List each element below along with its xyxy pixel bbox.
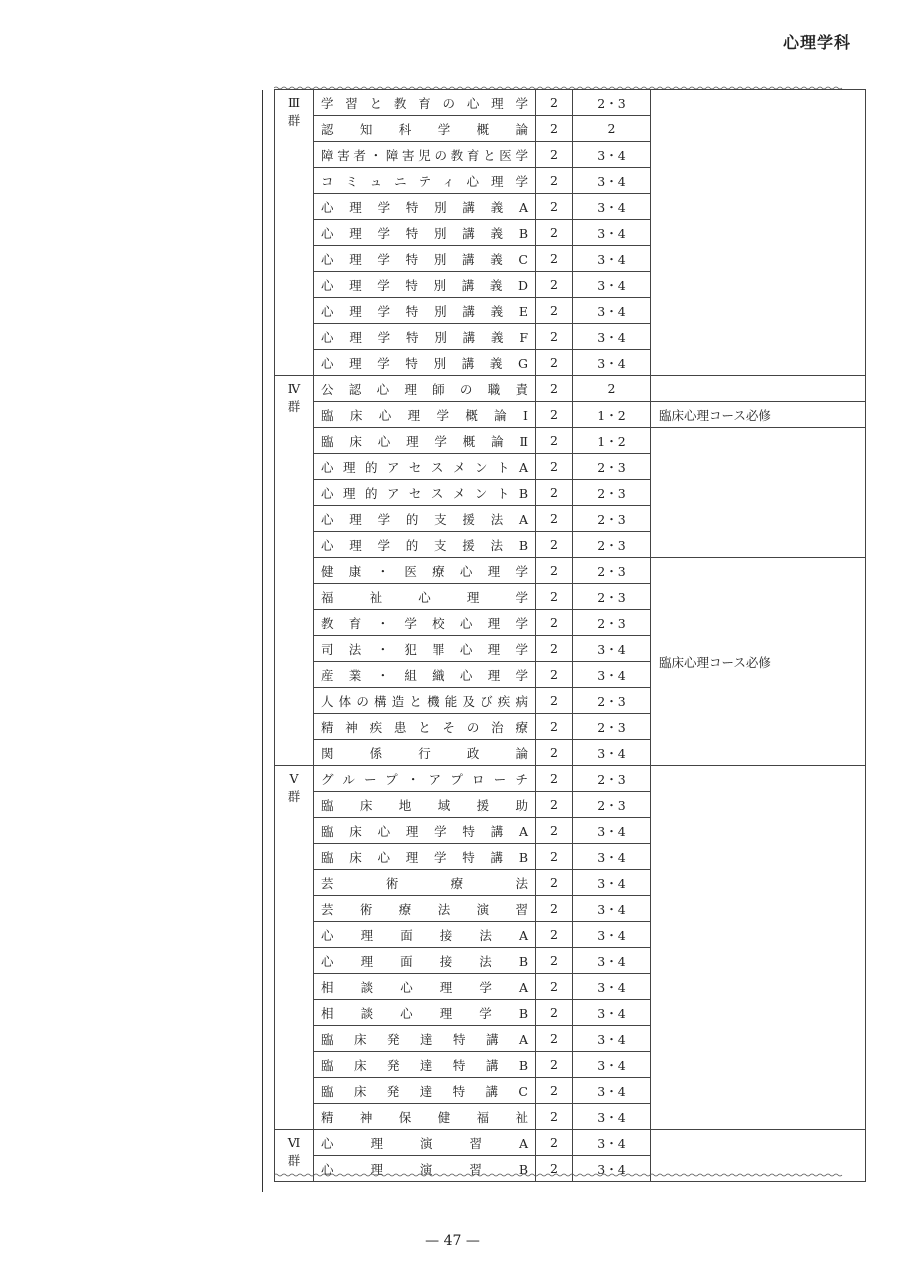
course-year: 3・4 xyxy=(573,1052,651,1078)
course-name xyxy=(314,350,536,376)
course-row xyxy=(275,428,866,454)
course-name xyxy=(314,272,536,298)
course-year: 2 xyxy=(573,376,651,402)
course-name xyxy=(314,714,536,740)
group-label-text: Ⅲ 群 xyxy=(287,95,301,128)
course-row xyxy=(275,1130,866,1156)
course-credits: 2 xyxy=(536,688,573,714)
table-break-bottom xyxy=(274,1173,844,1177)
course-name-text: 心理面接法B xyxy=(321,953,528,969)
course-name-text: 心理的アセスメントA xyxy=(321,459,528,475)
course-credits: 2 xyxy=(536,1052,573,1078)
course-name-text: 芸術療法演習 xyxy=(321,901,528,917)
course-name-text: 相談心理学A xyxy=(321,979,528,995)
course-name-text: 臨床発達特講B xyxy=(321,1057,528,1073)
course-name xyxy=(314,194,536,220)
course-year: 2・3 xyxy=(573,506,651,532)
course-name-text: 心理演習A xyxy=(321,1135,528,1151)
course-credits: 2 xyxy=(536,870,573,896)
course-name-text: 公認心理師の職責 xyxy=(321,381,528,397)
course-name xyxy=(314,688,536,714)
course-credits: 2 xyxy=(536,818,573,844)
course-credits: 2 xyxy=(536,766,573,792)
course-year: 3・4 xyxy=(573,948,651,974)
course-year: 3・4 xyxy=(573,350,651,376)
course-name-text: 学習と教育の心理学 xyxy=(321,95,528,111)
course-credits: 2 xyxy=(536,506,573,532)
course-table xyxy=(274,89,866,1182)
course-row xyxy=(275,402,866,428)
course-row xyxy=(275,90,866,116)
course-credits: 2 xyxy=(536,194,573,220)
course-year: 3・4 xyxy=(573,246,651,272)
course-name xyxy=(314,1000,536,1026)
group-label-text: Ⅴ 群 xyxy=(287,771,301,804)
course-name xyxy=(314,324,536,350)
course-year: 3・4 xyxy=(573,194,651,220)
course-name xyxy=(314,1156,536,1182)
course-name-text: 司法・犯罪心理学 xyxy=(321,641,528,657)
course-name-text: 福祉心理学 xyxy=(321,589,528,605)
course-credits: 2 xyxy=(536,714,573,740)
course-name xyxy=(314,844,536,870)
group-label-text: Ⅳ 群 xyxy=(287,381,301,414)
course-name-text: 認知科学概論 xyxy=(321,121,528,137)
course-row xyxy=(275,766,866,792)
course-year: 2・3 xyxy=(573,454,651,480)
course-year: 2・3 xyxy=(573,90,651,116)
course-name-text: 心理学的支援法A xyxy=(321,511,528,527)
course-year: 3・4 xyxy=(573,1130,651,1156)
course-name-text: 臨床地域援助 xyxy=(321,797,528,813)
course-year: 2・3 xyxy=(573,584,651,610)
course-name-text: コミュニティ心理学 xyxy=(321,173,528,189)
course-note xyxy=(651,766,866,1130)
course-year: 3・4 xyxy=(573,636,651,662)
course-year: 3・4 xyxy=(573,1104,651,1130)
course-name-text: 心理的アセスメントB xyxy=(321,485,528,501)
course-year: 3・4 xyxy=(573,844,651,870)
course-credits: 2 xyxy=(536,740,573,766)
course-credits: 2 xyxy=(536,558,573,584)
course-year: 3・4 xyxy=(573,1000,651,1026)
course-name-text: グループ・アプローチ xyxy=(321,771,528,787)
course-year: 2・3 xyxy=(573,792,651,818)
course-credits: 2 xyxy=(536,896,573,922)
course-name xyxy=(314,974,536,1000)
course-name-text: 心理学特別講義A xyxy=(321,199,528,215)
course-name xyxy=(314,402,536,428)
course-credits: 2 xyxy=(536,948,573,974)
course-name-text: 障害者・障害児の教育と医学 xyxy=(321,147,528,163)
course-name-text: 教育・学校心理学 xyxy=(321,615,528,631)
course-note: 臨床心理コース必修 xyxy=(651,402,866,428)
course-name xyxy=(314,116,536,142)
course-year: 3・4 xyxy=(573,272,651,298)
course-name-text: 精神保健福祉 xyxy=(321,1109,528,1125)
course-note: 臨床心理コース必修 xyxy=(651,558,866,766)
course-year: 3・4 xyxy=(573,168,651,194)
course-year: 3・4 xyxy=(573,818,651,844)
course-year: 2・3 xyxy=(573,610,651,636)
course-name xyxy=(314,142,536,168)
course-credits: 2 xyxy=(536,844,573,870)
course-year: 3・4 xyxy=(573,1078,651,1104)
course-name xyxy=(314,766,536,792)
course-name xyxy=(314,1052,536,1078)
course-name xyxy=(314,454,536,480)
course-name xyxy=(314,740,536,766)
course-name xyxy=(314,298,536,324)
group-label xyxy=(275,90,314,376)
course-credits: 2 xyxy=(536,376,573,402)
course-name xyxy=(314,636,536,662)
course-name xyxy=(314,792,536,818)
course-credits: 2 xyxy=(536,1156,573,1182)
course-name xyxy=(314,246,536,272)
course-credits: 2 xyxy=(536,220,573,246)
course-year: 3・4 xyxy=(573,142,651,168)
course-year: 3・4 xyxy=(573,870,651,896)
course-name xyxy=(314,584,536,610)
course-name-text: 心理学的支援法B xyxy=(321,537,528,553)
course-name-text: 臨床発達特講A xyxy=(321,1031,528,1047)
course-credits: 2 xyxy=(536,636,573,662)
course-year: 2 xyxy=(573,116,651,142)
course-year: 3・4 xyxy=(573,324,651,350)
course-name-text: 心理学特別講義C xyxy=(321,251,528,267)
course-credits: 2 xyxy=(536,662,573,688)
course-name-text: 相談心理学B xyxy=(321,1005,528,1021)
course-credits: 2 xyxy=(536,584,573,610)
course-year: 2・3 xyxy=(573,480,651,506)
course-name-text: 関係行政論 xyxy=(321,745,528,761)
course-name-text: 心理学特別講義D xyxy=(321,277,528,293)
course-year: 1・2 xyxy=(573,428,651,454)
course-credits: 2 xyxy=(536,116,573,142)
course-credits: 2 xyxy=(536,246,573,272)
course-name xyxy=(314,662,536,688)
course-year: 2・3 xyxy=(573,558,651,584)
course-name xyxy=(314,870,536,896)
course-year: 2・3 xyxy=(573,766,651,792)
course-name-text: 臨床発達特講C xyxy=(321,1083,528,1099)
course-name-text: 心理学特別講義F xyxy=(321,329,528,345)
course-name xyxy=(314,610,536,636)
course-credits: 2 xyxy=(536,480,573,506)
course-name xyxy=(314,922,536,948)
course-name xyxy=(314,948,536,974)
course-name-text: 臨床心理学概論Ⅰ xyxy=(321,407,528,423)
course-name-text: 臨床心理学概論Ⅱ xyxy=(321,433,528,449)
course-name xyxy=(314,532,536,558)
course-name xyxy=(314,168,536,194)
course-name xyxy=(314,220,536,246)
course-year: 3・4 xyxy=(573,974,651,1000)
course-name xyxy=(314,1130,536,1156)
group-label xyxy=(275,766,314,1130)
course-name-text: 心理面接法A xyxy=(321,927,528,943)
course-name xyxy=(314,1026,536,1052)
course-credits: 2 xyxy=(536,272,573,298)
course-name-text: 芸術療法 xyxy=(321,875,528,891)
course-credits: 2 xyxy=(536,1130,573,1156)
course-name-text: 人体の構造と機能及び疾病 xyxy=(321,693,528,709)
course-row xyxy=(275,558,866,584)
course-name-text: 心理学特別講義G xyxy=(321,355,528,371)
course-name-text: 産業・組織心理学 xyxy=(321,667,528,683)
course-name xyxy=(314,480,536,506)
department-title: 心理学科 xyxy=(782,33,851,52)
group-label-text: Ⅵ 群 xyxy=(287,1135,301,1168)
course-year: 2・3 xyxy=(573,688,651,714)
course-name-text: 健康・医療心理学 xyxy=(321,563,528,579)
course-name xyxy=(314,428,536,454)
course-credits: 2 xyxy=(536,428,573,454)
course-year: 2・3 xyxy=(573,532,651,558)
course-note xyxy=(651,90,866,376)
course-name xyxy=(314,818,536,844)
course-credits: 2 xyxy=(536,610,573,636)
group-label xyxy=(275,376,314,766)
course-year: 3・4 xyxy=(573,922,651,948)
course-credits: 2 xyxy=(536,402,573,428)
course-note xyxy=(651,376,866,402)
course-note xyxy=(651,428,866,558)
binding-line xyxy=(262,90,263,1192)
course-credits: 2 xyxy=(536,974,573,1000)
course-name xyxy=(314,376,536,402)
course-name xyxy=(314,896,536,922)
course-credits: 2 xyxy=(536,532,573,558)
course-credits: 2 xyxy=(536,90,573,116)
course-name xyxy=(314,506,536,532)
course-name-text: 心理演習B xyxy=(321,1161,528,1177)
page-number: — 47 — xyxy=(425,1233,480,1249)
course-year: 1・2 xyxy=(573,402,651,428)
course-name xyxy=(314,90,536,116)
course-year: 2・3 xyxy=(573,714,651,740)
course-credits: 2 xyxy=(536,1078,573,1104)
course-year: 3・4 xyxy=(573,1156,651,1182)
course-name-text: 精神疾患とその治療 xyxy=(321,719,528,735)
course-credits: 2 xyxy=(536,298,573,324)
course-row xyxy=(275,376,866,402)
course-year: 3・4 xyxy=(573,740,651,766)
course-credits: 2 xyxy=(536,1104,573,1130)
course-name xyxy=(314,1104,536,1130)
course-credits: 2 xyxy=(536,324,573,350)
course-credits: 2 xyxy=(536,792,573,818)
course-name xyxy=(314,558,536,584)
course-year: 3・4 xyxy=(573,896,651,922)
course-year: 3・4 xyxy=(573,220,651,246)
course-credits: 2 xyxy=(536,922,573,948)
course-year: 3・4 xyxy=(573,1026,651,1052)
course-name-text: 心理学特別講義E xyxy=(321,303,528,319)
course-credits: 2 xyxy=(536,454,573,480)
course-credits: 2 xyxy=(536,350,573,376)
course-name-text: 臨床心理学特講B xyxy=(321,849,528,865)
course-year: 3・4 xyxy=(573,298,651,324)
course-name-text: 心理学特別講義B xyxy=(321,225,528,241)
course-credits: 2 xyxy=(536,142,573,168)
course-credits: 2 xyxy=(536,1026,573,1052)
course-name-text: 臨床心理学特講A xyxy=(321,823,528,839)
course-year: 3・4 xyxy=(573,662,651,688)
course-credits: 2 xyxy=(536,168,573,194)
course-name xyxy=(314,1078,536,1104)
course-credits: 2 xyxy=(536,1000,573,1026)
